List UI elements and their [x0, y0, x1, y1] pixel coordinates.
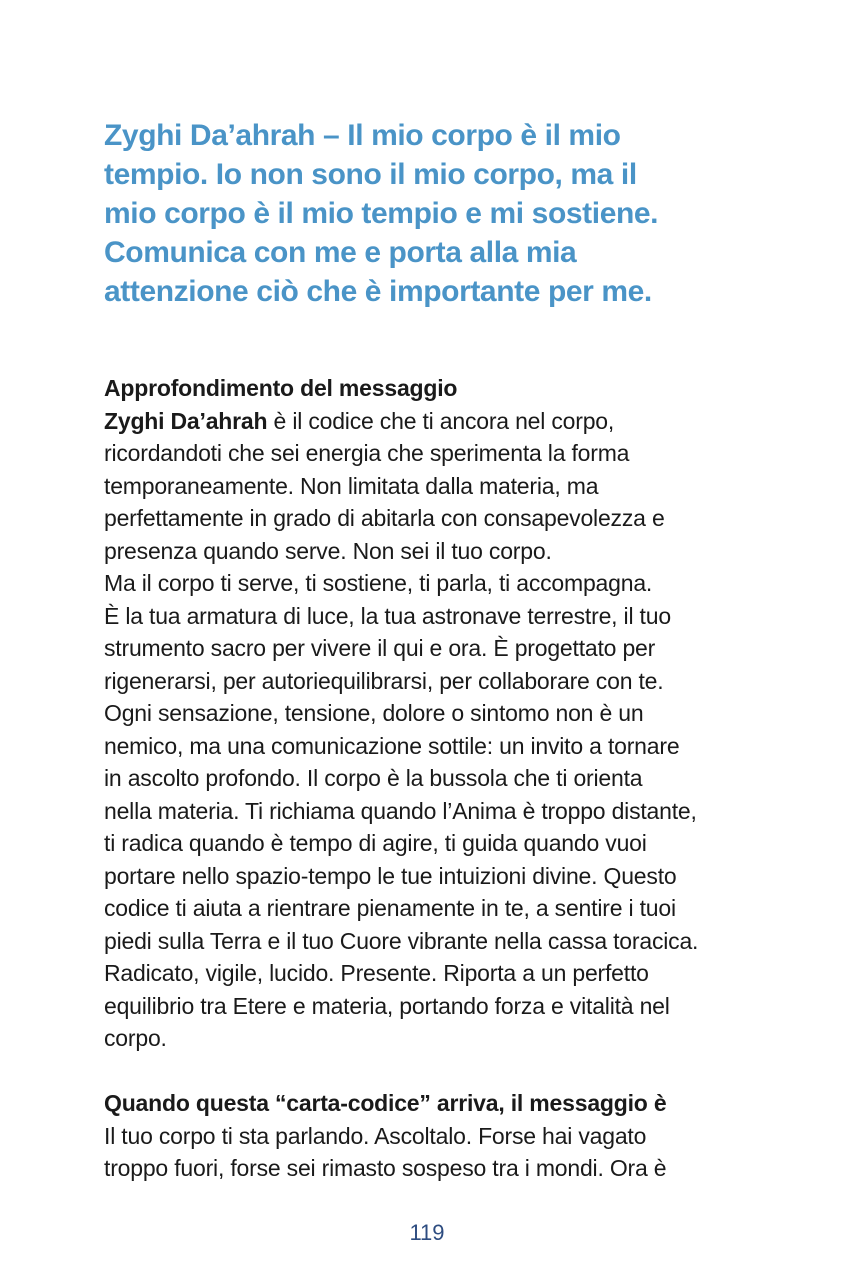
body-line: nella materia. Ti richiama quando l’Anima è troppo distante, — [104, 797, 697, 824]
body-line: ricordandoti che sei energia che sperimenta la forma — [104, 440, 630, 466]
chapter-title — [104, 116, 804, 311]
body-line: rigenerarsi, per autoriequilibrarsi, per collaborare con te. — [104, 667, 664, 694]
body-line: Ogni sensazione, tensione, dolore o sintomo non è un — [104, 700, 644, 726]
body-line: ti radica quando è tempo di agire, ti guida quando vuoi — [104, 830, 647, 856]
body-line: troppo fuori, forse sei rimasto sospeso tra i mondi. Ora è — [104, 1155, 667, 1181]
body-line: Ma il corpo ti serve, ti sostiene, ti parla, ti accompagna. — [104, 570, 653, 596]
body-line: temporaneamente. Non limitata dalla materia, ma — [104, 472, 599, 499]
title-line: attenzione ciò che è importante per me. — [104, 275, 652, 308]
body-line: Il tuo corpo ti sta parlando. Ascoltalo. Forse hai vagato — [104, 1122, 647, 1149]
page-number: 119 — [409, 1220, 445, 1245]
section-heading: Approfondimento del messaggio — [104, 375, 458, 401]
blank-line — [104, 1055, 804, 1088]
body-line: perfettamente in grado di abitarla con consapevolezza e — [104, 505, 665, 531]
body-line: in ascolto profondo. Il corpo è la bussola che ti orienta — [104, 765, 643, 791]
body-line: codice ti aiuta a rientrare pienamente in te, a sentire i tuoi — [104, 895, 676, 921]
body-line-lead — [104, 405, 804, 438]
lead-rest: è il codice che ti ancora nel corpo, — [267, 407, 615, 434]
body-text — [104, 372, 804, 1185]
body-line: presenza quando serve. Non sei il tuo corpo. — [104, 537, 552, 564]
body-line: nemico, ma una comunicazione sottile: un invito a tornare — [104, 732, 680, 759]
body-line: equilibrio tra Etere e materia, portando forza e vitalità nel — [104, 992, 670, 1019]
title-line: Zyghi Da’ahrah – Il mio corpo è il mio — [104, 119, 621, 152]
body-line: Radicato, vigile, lucido. Presente. Riporta a un perfetto — [104, 960, 649, 986]
title-line: mio corpo è il mio tempio e mi sostiene. — [104, 197, 659, 230]
title-line: tempio. Io non sono il mio corpo, ma il — [104, 158, 637, 191]
body-line: corpo. — [104, 1025, 167, 1051]
body-line: È la tua armatura di luce, la tua astronave terrestre, il tuo — [104, 602, 671, 629]
title-line: Comunica con me e porta alla mia — [104, 236, 577, 269]
section2-heading: Quando questa “carta-codice” arriva, il messaggio è — [104, 1090, 667, 1116]
body-line: strumento sacro per vivere il qui e ora. È progettato per — [104, 635, 656, 661]
body-line: portare nello spazio-tempo le tue intuizioni divine. Questo — [104, 862, 677, 889]
body-line: piedi sulla Terra e il tuo Cuore vibrante nella cassa toracica. — [104, 927, 699, 954]
code-name-bold: Zyghi Da’ahrah — [104, 407, 268, 434]
